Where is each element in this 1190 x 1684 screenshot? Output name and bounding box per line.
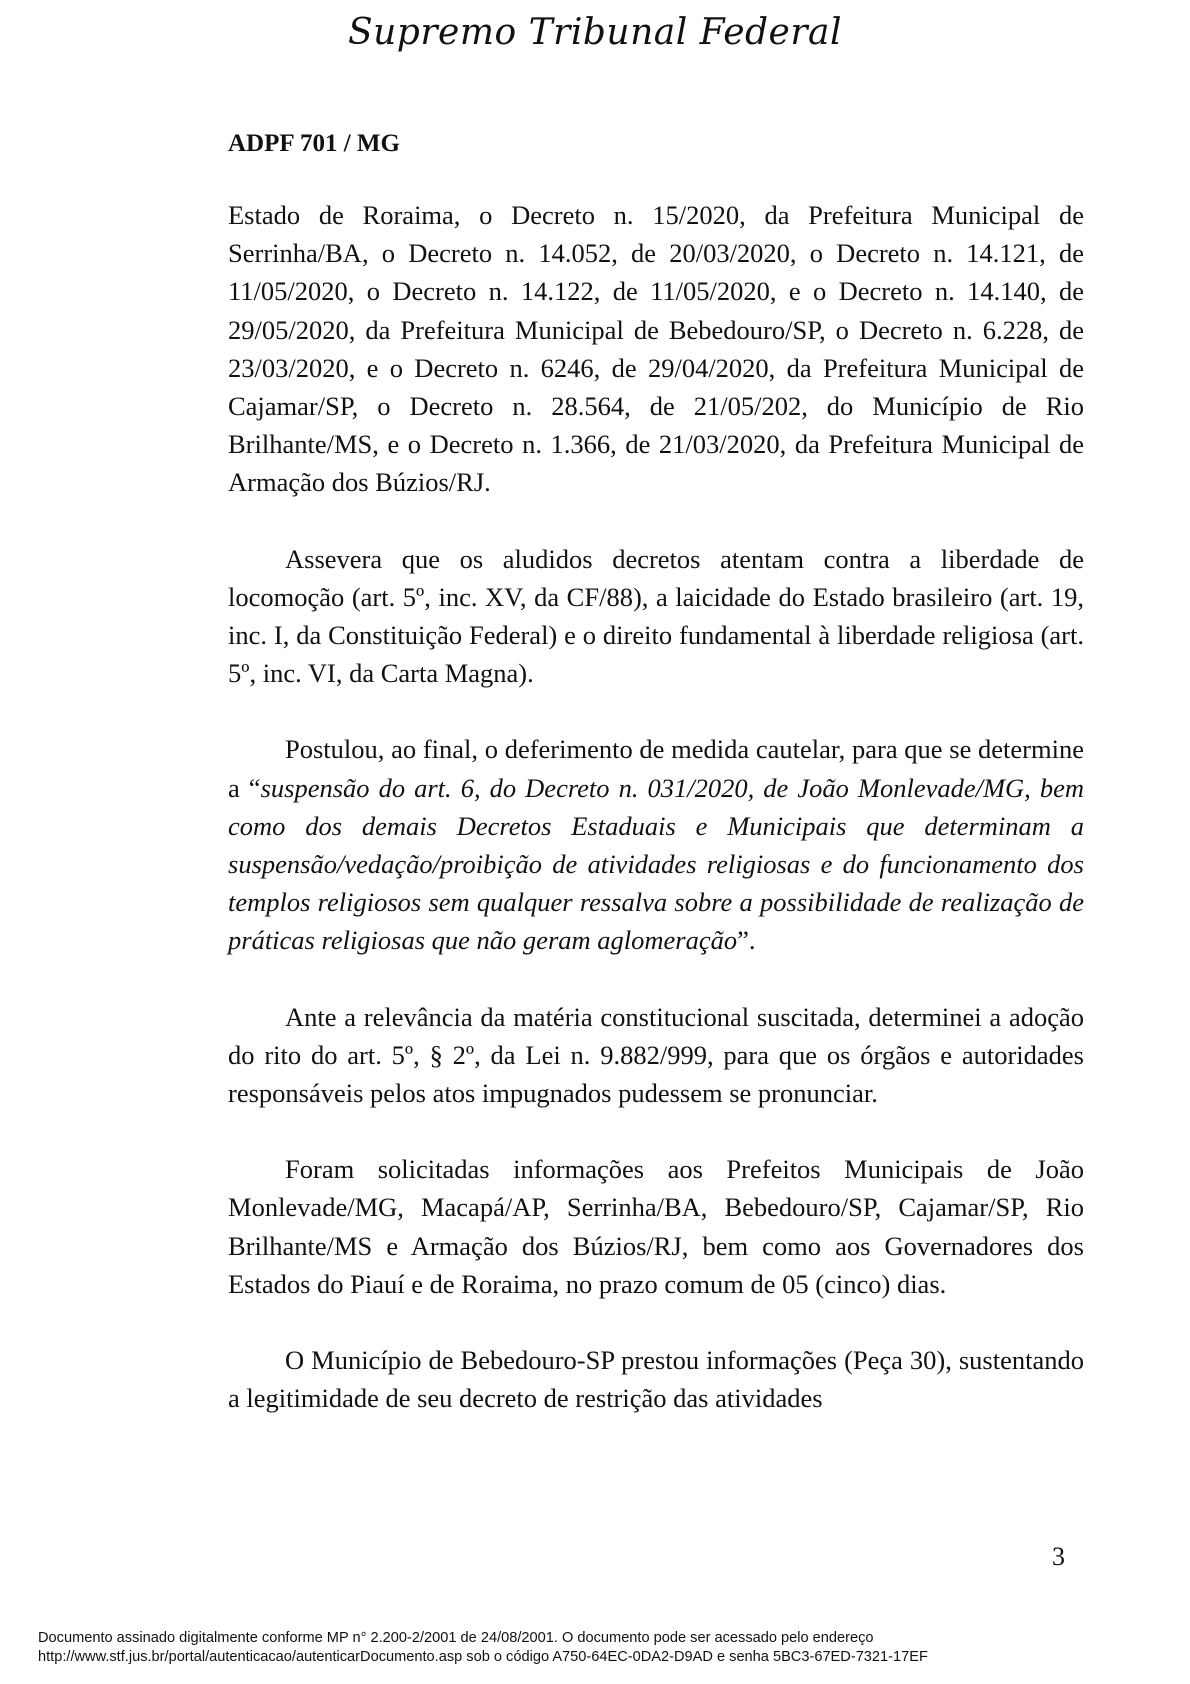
document-body [228,196,1084,1455]
paragraph-4: Ante a relevância da matéria constitucional suscitada, determinei a adoção do rito do art. 5º, § 2º, da Lei n. 9.882/999, para que os órgãos e autoridades responsáveis pelos atos impugnados pudessem se pronunciar. [228,1001,1084,1109]
footer-line-1: Documento assinado digitalmente conforme MP n° 2.200-2/2001 de 24/08/2001. O documento pode ser acessado pelo endereço [38,1630,874,1646]
paragraph-3 [228,730,1084,959]
paragraph-1: Estado de Roraima, o Decreto n. 15/2020, da Prefeitura Municipal de Serrinha/BA, o Decreto n. 14.052, de 20/03/2020, o Decreto n. 14.121, de 11/05/2020, o Decreto n. 14.122, de 11/05/2020, e o Decreto n. 14.140, de 29/05/2020, da Prefeitura Municipal de Bebedouro/SP, o Decreto n. 6.228, de 23/03/2020, e o Decreto n. 6246, de 29/04/2020, da Prefeitura Municipal de Cajamar/SP, o Decreto n. 28.564, de 21/05/202, do Município de Rio Brilhante/MS, e o Decreto n. 1.366, de 21/03/2020, da Prefeitura Municipal de Armação dos Búzios/RJ. [228,200,1084,498]
paragraph-6: O Município de Bebedouro-SP prestou informações (Peça 30), sustentando a legitimidade de seu decreto de restrição das atividades [228,1345,1084,1414]
case-identifier: ADPF 701 / MG [228,130,400,157]
paragraph-5: Foram solicitadas informações aos Prefeitos Municipais de João Monlevade/MG, Macapá/AP, Serrinha/BA, Bebedouro/SP, Cajamar/SP, Rio Brilhante/MS e Armação dos Búzios/RJ, bem como aos Governadores dos Estados do Piauí e de Roraima, no prazo comum de 05 (cinco) dias. [228,1154,1084,1299]
quoted-request: suspensão do art. 6, do Decreto n. 031/2020, de João Monlevade/MG, bem como dos demais Decretos Estaduais e Municipais que determinam a suspensão/vedação/proibição de atividades religiosas e do funcionamento dos templos religiosos sem qualquer ressalva sobre a possibilidade de realização de práticas religiosas que não geram aglomeração [228,772,1085,956]
paragraph-2: Assevera que os aludidos decretos atentam contra a liberdade de locomoção (art. 5º, inc. XV, da CF/88), a laicidade do Estado brasileiro (art. 19, inc. I, da Constituição Federal) e o direito fundamental à liberdade religiosa (art. 5º, inc. VI, da Carta Magna). [228,543,1084,689]
signature-footer [38,1629,1168,1667]
paragraph-3-lead: Postulou, ao final, o deferimento de medida cautelar, para que se determine a “ [228,734,1084,803]
footer-line-2: http://www.stf.jus.br/portal/autenticacao/autenticarDocumento.asp sob o código A750-64EC-0DA2-D9AD e senha 5BC3-67ED-7321-17EF [38,1649,928,1665]
court-header: Supremo Tribunal Federal [347,12,843,53]
paragraph-3-tail: ”. [737,925,756,956]
page-number: 3 [1052,1542,1065,1571]
